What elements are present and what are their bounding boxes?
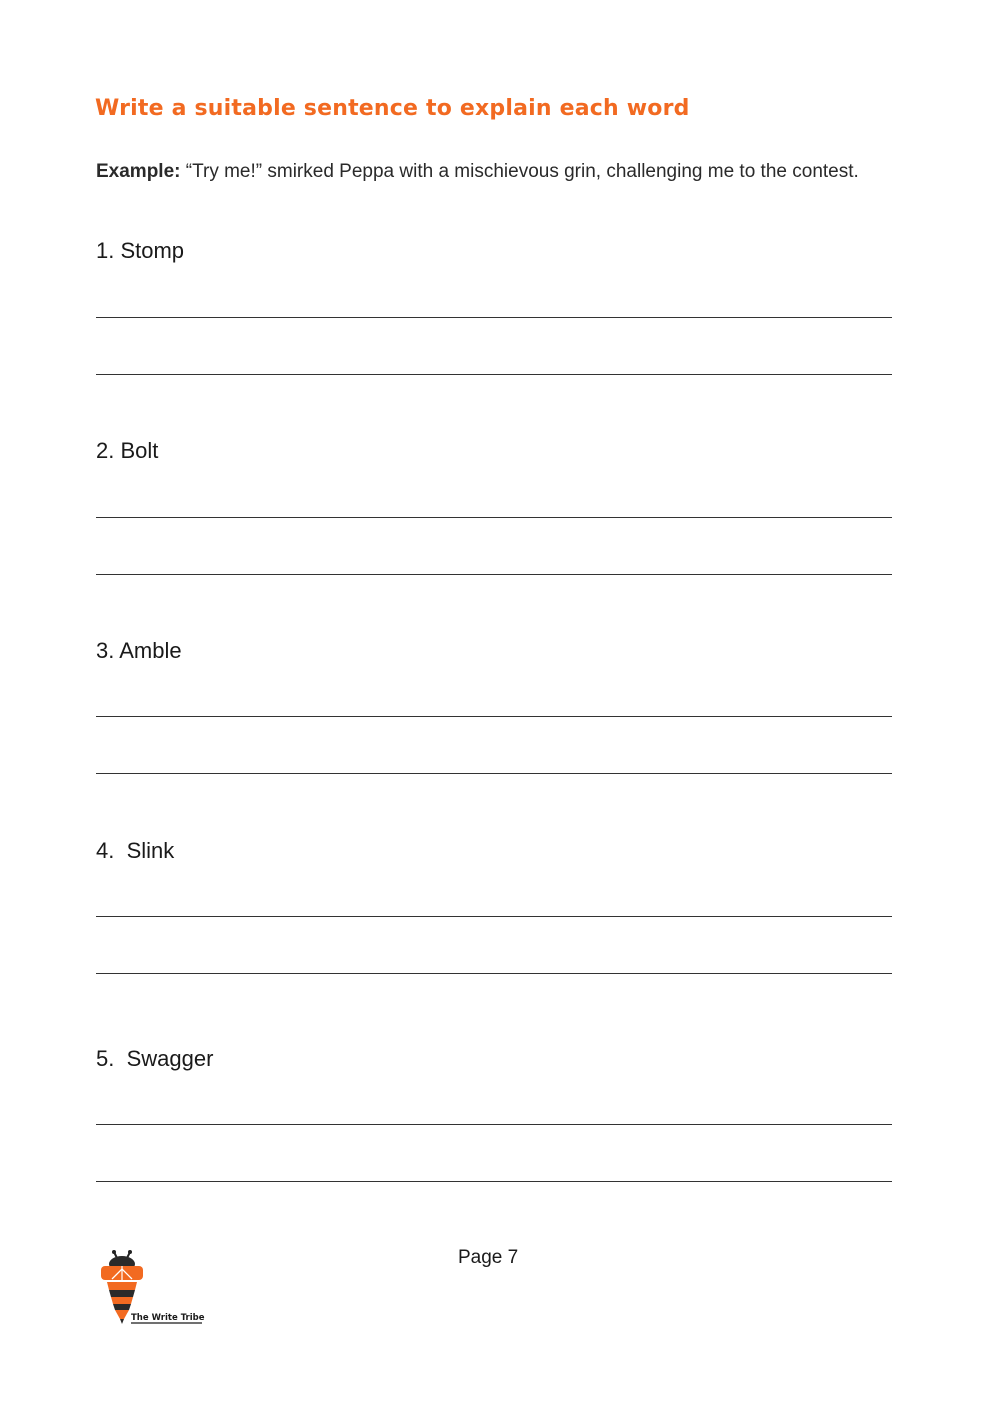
logo-wordmark: The Write Tribe — [131, 1313, 205, 1323]
answer-line[interactable] — [96, 973, 892, 974]
answer-line[interactable] — [96, 1124, 892, 1125]
page-number: Page 7 — [458, 1247, 519, 1268]
write-tribe-logo — [98, 1250, 208, 1328]
answer-line[interactable] — [96, 517, 892, 518]
answer-line[interactable] — [96, 1181, 892, 1182]
word-item-swagger: 5. Swagger — [96, 1046, 214, 1071]
answer-line[interactable] — [96, 716, 892, 717]
answer-line[interactable] — [96, 374, 892, 375]
answer-line[interactable] — [96, 574, 892, 575]
word-item-amble: 3. Amble — [96, 638, 182, 663]
word-item-stomp: 1. Stomp — [96, 238, 185, 263]
worksheet-heading: Write a suitable sentence to explain each word — [95, 96, 690, 121]
word-item-slink: 4. Slink — [96, 838, 175, 863]
example-label: Example: — [96, 161, 181, 182]
answer-line[interactable] — [96, 773, 892, 774]
word-item-bolt: 2. Bolt — [96, 438, 159, 463]
example-text: “Try me!” smirked Peppa with a mischievous grin, challenging me to the contest. — [180, 161, 859, 182]
example-sentence — [96, 160, 876, 183]
answer-line[interactable] — [96, 916, 892, 917]
answer-line[interactable] — [96, 317, 892, 318]
